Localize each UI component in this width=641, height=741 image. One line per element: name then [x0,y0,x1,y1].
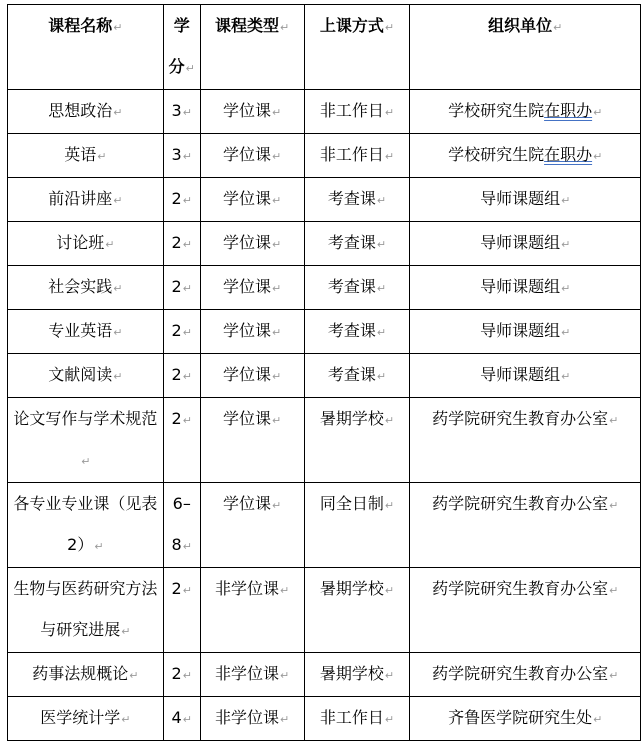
course-type-cell: 学位课↵ [200,266,304,310]
spellcheck-underlined-text: 在职办 [544,101,593,120]
course-name-cell: 论文写作与学术规范↵ [8,398,164,483]
table-row [8,178,641,222]
credit-cell: 4↵ [163,697,200,741]
course-name-cell: 前沿讲座↵ [8,178,164,222]
course-name-cell: 专业英语↵ [8,310,164,354]
organizer-cell: 药学院研究生教育办公室↵ [410,568,641,653]
organizer-cell: 导师课题组↵ [410,354,641,398]
course-type-cell: 学位课↵ [200,354,304,398]
class-mode-cell: 暑期学校↵ [304,653,410,697]
table-header-row [8,5,641,90]
table-row [8,653,641,697]
course-name-cell: 各专业专业课（见表 2）↵ [8,483,164,568]
header-course-type: 课程类型↵ [200,5,304,90]
class-mode-cell: 考查课↵ [304,178,410,222]
credit-cell: 2↵ [163,653,200,697]
spellcheck-underlined-text: 在职办 [544,145,593,164]
table-row [8,134,641,178]
class-mode-cell: 非工作日↵ [304,90,410,134]
organizer-cell: 药学院研究生教育办公室↵ [410,398,641,483]
course-table [7,4,641,741]
course-name-cell: 思想政治↵ [8,90,164,134]
course-name-cell: 文献阅读↵ [8,354,164,398]
organizer-cell: 学校研究生院在职办↵ [410,90,641,134]
credit-cell: 3↵ [163,134,200,178]
course-type-cell: 学位课↵ [200,178,304,222]
course-type-cell: 学位课↵ [200,398,304,483]
header-course-name: 课程名称↵ [8,5,164,90]
table-row [8,697,641,741]
class-mode-cell: 考查课↵ [304,222,410,266]
course-type-cell: 非学位课↵ [200,568,304,653]
organizer-cell: 药学院研究生教育办公室↵ [410,483,641,568]
organizer-cell: 导师课题组↵ [410,178,641,222]
table-row [8,398,641,483]
organizer-cell: 导师课题组↵ [410,310,641,354]
course-type-cell: 学位课↵ [200,310,304,354]
credit-cell: 3↵ [163,90,200,134]
table-row [8,90,641,134]
header-credit: 学分↵ [163,5,200,90]
course-type-cell: 学位课↵ [200,134,304,178]
class-mode-cell: 同全日制↵ [304,483,410,568]
header-organizer: 组织单位↵ [410,5,641,90]
class-mode-cell: 考查课↵ [304,354,410,398]
table-row [8,266,641,310]
class-mode-cell: 暑期学校↵ [304,398,410,483]
course-name-cell: 药事法规概论↵ [8,653,164,697]
class-mode-cell: 非工作日↵ [304,134,410,178]
class-mode-cell: 暑期学校↵ [304,568,410,653]
credit-cell: 2↵ [163,178,200,222]
table-row [8,568,641,653]
table-row [8,310,641,354]
credit-cell: 6–8↵ [163,483,200,568]
course-type-cell: 学位课↵ [200,222,304,266]
course-type-cell: 非学位课↵ [200,653,304,697]
table-row [8,354,641,398]
course-name-cell: 医学统计学↵ [8,697,164,741]
course-name-cell: 社会实践↵ [8,266,164,310]
course-name-cell: 英语↵ [8,134,164,178]
organizer-cell: 学校研究生院在职办↵ [410,134,641,178]
table-row [8,222,641,266]
table-body [8,90,641,741]
credit-cell: 2↵ [163,354,200,398]
organizer-cell: 药学院研究生教育办公室↵ [410,653,641,697]
course-name-cell: 生物与医药研究方法与研究进展↵ [8,568,164,653]
course-name-cell: 讨论班↵ [8,222,164,266]
table-row [8,483,641,568]
class-mode-cell: 非工作日↵ [304,697,410,741]
course-type-cell: 学位课↵ [200,483,304,568]
course-type-cell: 非学位课↵ [200,697,304,741]
header-class-mode: 上课方式↵ [304,5,410,90]
credit-cell: 2↵ [163,222,200,266]
organizer-cell: 齐鲁医学院研究生处↵ [410,697,641,741]
credit-cell: 2↵ [163,310,200,354]
organizer-cell: 导师课题组↵ [410,266,641,310]
credit-cell: 2↵ [163,568,200,653]
credit-cell: 2↵ [163,398,200,483]
class-mode-cell: 考查课↵ [304,310,410,354]
course-type-cell: 学位课↵ [200,90,304,134]
credit-cell: 2↵ [163,266,200,310]
class-mode-cell: 考查课↵ [304,266,410,310]
organizer-cell: 导师课题组↵ [410,222,641,266]
